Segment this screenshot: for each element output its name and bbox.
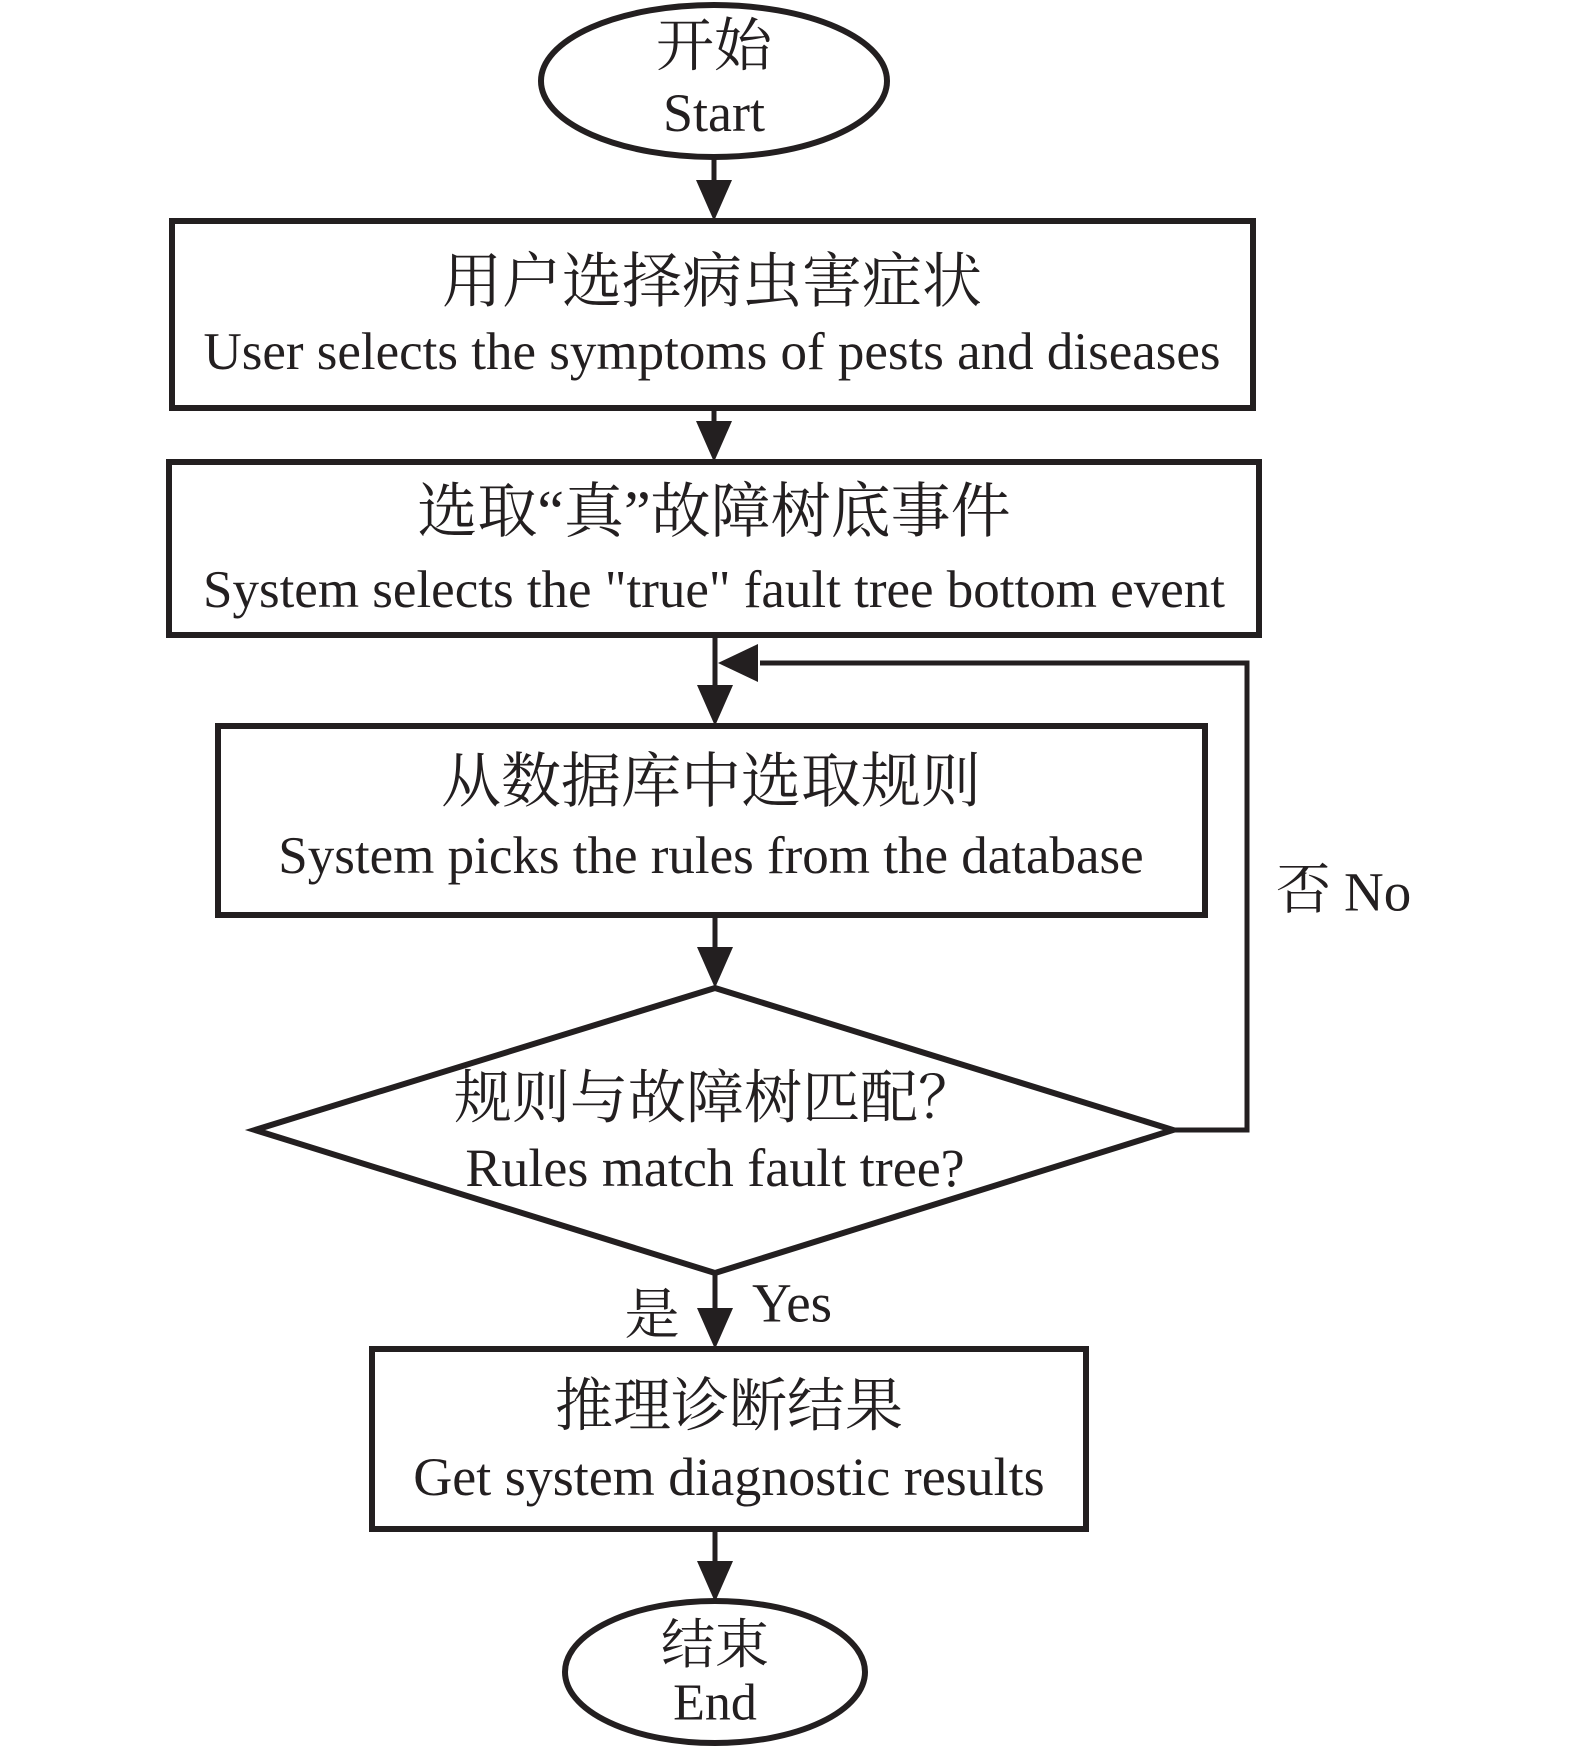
decision-diamond: [255, 988, 1173, 1273]
connector-step3-to-decision: [697, 915, 733, 988]
step4-node: [372, 1349, 1086, 1529]
step4-label-zh: 推理诊断结果: [554, 1373, 904, 1439]
step3-label-en: System picks the rules from the database: [278, 827, 1144, 885]
decision-label-zh: 规则与故障树匹配？: [453, 1065, 977, 1131]
no-label-zh: 否: [1276, 859, 1332, 921]
arrowhead-down-icon: [697, 1308, 733, 1349]
yes-label-zh: 是: [624, 1284, 680, 1346]
connector-start-to-step1: [696, 157, 732, 221]
decision-node: [255, 988, 1173, 1273]
end-node: [565, 1601, 865, 1743]
step2-label-zh: 选取“真”故障树底事件: [417, 479, 1011, 545]
arrowhead-down-icon: [696, 180, 732, 221]
step2-label-en: System selects the "true" fault tree bottom event: [202, 561, 1226, 619]
end-label-en: End: [673, 1674, 757, 1732]
decision-label-en: Rules match fault tree?: [465, 1138, 965, 1198]
connector-yes-branch: [624, 1273, 832, 1350]
arrowhead-down-icon: [697, 947, 733, 988]
arrowhead-down-icon: [697, 1561, 733, 1602]
step1-label-en: User selects the symptoms of pests and diseases: [203, 323, 1221, 381]
no-label-en: No: [1344, 861, 1412, 923]
start-label-zh: 开始: [655, 13, 773, 79]
step3-node: [218, 726, 1205, 915]
step4-label-en: Get system diagnostic results: [413, 1447, 1045, 1507]
connector-step1-to-step2: [696, 408, 732, 462]
yes-label-en: Yes: [751, 1272, 833, 1334]
step1-node: [172, 221, 1253, 408]
step3-label-zh: 从数据库中选取规则: [441, 749, 981, 815]
arrowhead-down-icon: [696, 421, 732, 462]
arrowhead-down-icon: [697, 685, 733, 726]
start-label-en: Start: [663, 83, 765, 143]
start-node: [541, 5, 887, 157]
step1-label-zh: 用户选择病虫害症状: [442, 249, 982, 315]
arrowhead-left-icon: [718, 644, 758, 682]
step2-node: [169, 462, 1259, 635]
end-label-zh: 结束: [661, 1615, 769, 1675]
connector-step2-to-step3: [697, 635, 733, 726]
connector-step4-to-end: [697, 1529, 733, 1602]
